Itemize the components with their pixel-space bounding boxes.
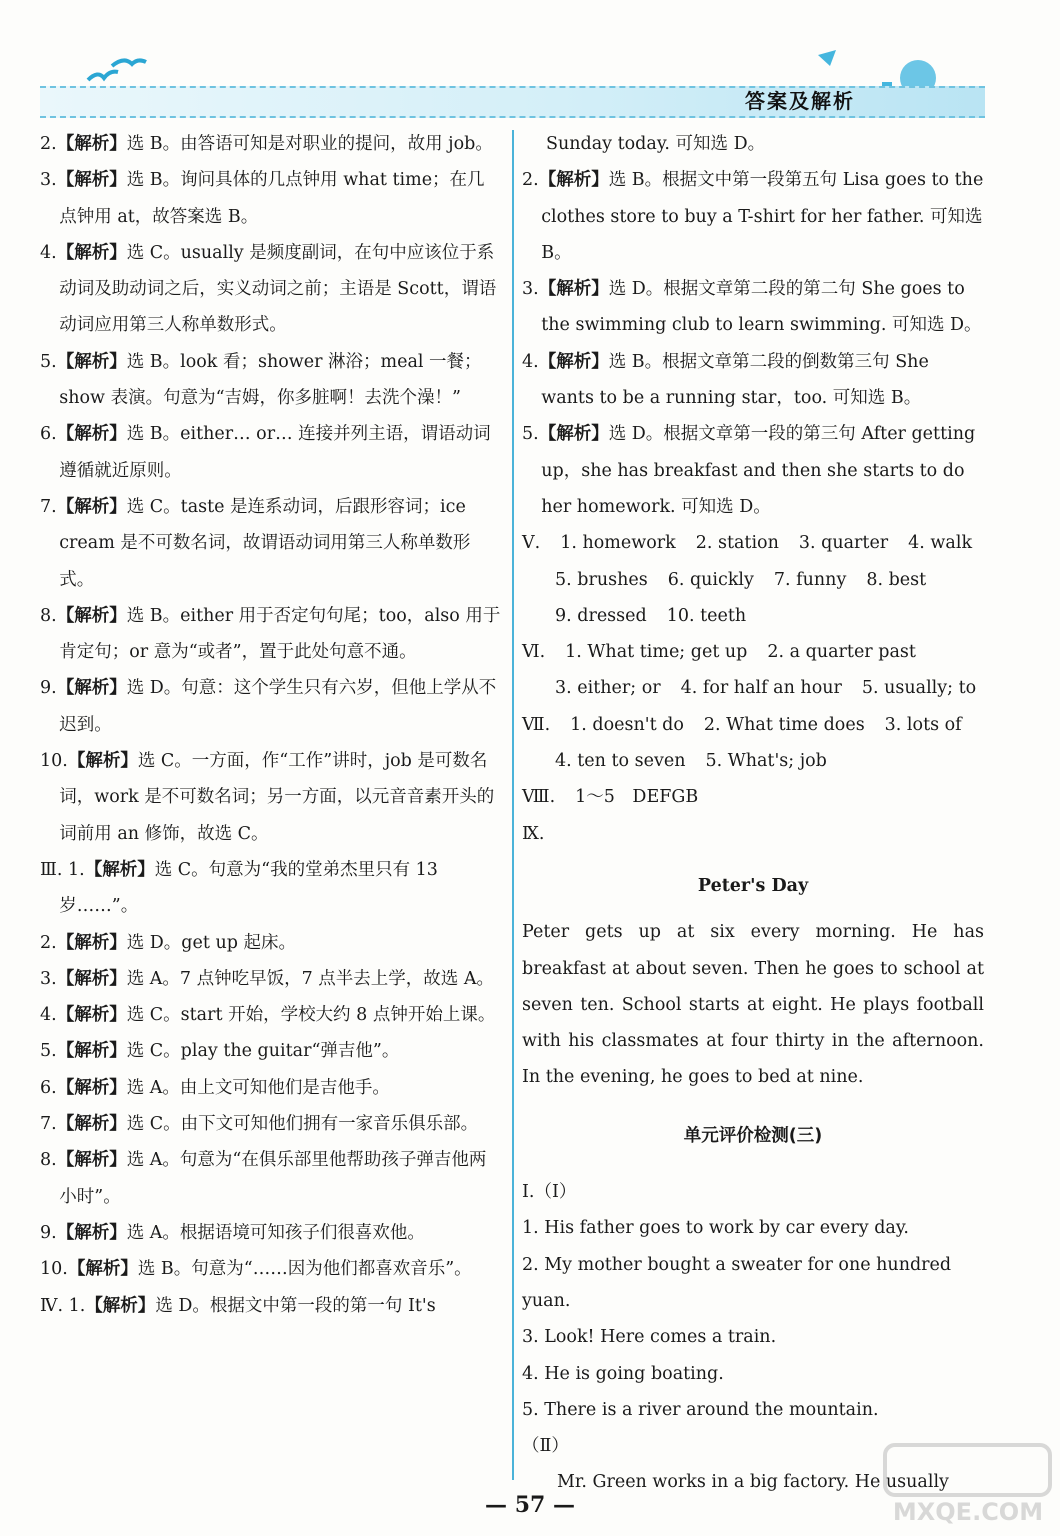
section-label: Ⅷ. [522, 787, 556, 808]
right-column [522, 126, 984, 1501]
answer-item [40, 598, 502, 671]
answer-text: 选 C。play the guitar“弹吉他”。 [126, 1041, 400, 1062]
section-vii [522, 707, 984, 780]
analysis-tag: 【解析】 [56, 1222, 127, 1243]
analysis-tag: 【解析】 [56, 1005, 127, 1026]
test-sentence: 4. He is going boating. [522, 1363, 724, 1384]
answer-number: 3. [40, 968, 57, 989]
analysis-tag: 【解析】 [56, 968, 127, 989]
answer-cell: 6. quickly [667, 569, 754, 590]
answer-number: 2. [40, 932, 57, 953]
answer-number: Ⅲ. 1. [40, 859, 85, 880]
answer-cell: 5. What's; job [705, 751, 827, 772]
answer-text: 选 D。句意：这个学生只有六岁，但他上学从不迟到。 [59, 678, 497, 735]
answer-item [40, 1215, 502, 1251]
section-vi [522, 634, 984, 707]
answer-row [522, 743, 984, 779]
answer-text: 选 D。根据文章第二段的第二句 She goes to the swimming club to learn swimming. 可知选 D。 [541, 279, 982, 336]
right-answer-list [522, 162, 984, 525]
test-sentence: 2. My mother bought a sweater for one hundred yuan. [522, 1254, 952, 1311]
analysis-tag: 【解析】 [538, 351, 609, 372]
left-column [40, 126, 502, 1324]
analysis-tag: 【解析】 [56, 932, 127, 953]
test-sentence-list [522, 1210, 984, 1428]
answer-item [522, 271, 984, 344]
answer-item [40, 344, 502, 417]
answer-text: 选 B。根据文章第二段的倒数第三句 She wants to be a running star，too. 可知选 B。 [541, 351, 929, 409]
analysis-tag: 【解析】 [538, 279, 609, 300]
answer-cell: 3. lots of [884, 714, 962, 735]
test-sentence: 5. There is a river around the mountain. [522, 1399, 879, 1420]
answer-number: 6. [40, 424, 57, 445]
analysis-tag: 【解析】 [56, 170, 127, 191]
answer-text: 选 B。由答语可知是对职业的提问，故用 job。 [126, 134, 493, 154]
test-sentence: 1. His father goes to work by car every day. [522, 1218, 909, 1239]
analysis-tag: 【解析】 [538, 424, 609, 445]
test-part2-label: （Ⅱ） [522, 1436, 569, 1457]
answer-text: 选 A。由上文可知他们是吉他手。 [126, 1077, 390, 1098]
answer-number: 3. [522, 279, 539, 300]
answer-text: 选 C。usually 是频度副词，在句中应该位于系动词及助动词之后，实义动词之前；主语是 Scott，谓语动词应用第三人称单数形式。 [59, 242, 497, 336]
answer-number: 4. [40, 1005, 57, 1026]
answer-number: 7. [40, 496, 57, 517]
answer-item [522, 344, 984, 417]
answer-number: Ⅳ. 1. [40, 1295, 86, 1316]
answer-number: 6. [40, 1077, 57, 1098]
answer-text: 选 C。taste 是连系动词，后跟形容词；ice cream 是不可数名词，故谓语动词用第三人称单数形式。 [59, 496, 471, 590]
test-part1-label: Ⅰ.（Ⅰ） [522, 1182, 577, 1203]
answer-item [40, 489, 502, 598]
answer-cell: 4. for half an hour [680, 678, 842, 699]
answer-number: 3. [40, 170, 57, 191]
section-label: Ⅵ. [522, 642, 546, 663]
answer-cell: 9. dressed [555, 605, 647, 626]
answer-cell: 5. brushes [555, 569, 648, 590]
answer-item [522, 162, 984, 271]
answer-text: 选 A。根据语境可知孩子们很喜欢他。 [126, 1222, 425, 1243]
answer-cell: 2. a quarter past [767, 642, 916, 663]
answer-cell: 4. ten to seven [555, 751, 686, 772]
section-viii [522, 779, 984, 815]
watermark-text: MXQE.COM [892, 1498, 1044, 1526]
answer-text: 选 B。either 用于否定句句尾；too，also 用于肯定句；or 意为“或者”，置于此处句意不通。 [59, 605, 501, 663]
analysis-tag: 【解析】 [67, 1259, 138, 1280]
column-divider [512, 130, 514, 1480]
answer-text: 选 C。句意为“我的堂弟杰里只有 13 岁……”。 [59, 859, 438, 917]
answer-row [522, 670, 984, 706]
answer-item [40, 126, 502, 162]
answer-item [40, 961, 502, 997]
answer-cell: 2. What time does [703, 714, 865, 735]
answer-row [522, 562, 984, 598]
answer-number: 5. [40, 351, 57, 372]
analysis-tag: 【解析】 [56, 496, 127, 517]
answer-item [40, 1288, 502, 1324]
answer-text: 选 D。get up 起床。 [126, 932, 296, 953]
answer-number: 10. [40, 751, 68, 772]
answer-number: 9. [40, 678, 57, 699]
answer-text: 选 A。句意为“在俱乐部里他帮助孩子弹吉他两小时”。 [59, 1150, 487, 1207]
answer-text: 选 C。start 开始，学校大约 8 点钟开始上课。 [126, 1005, 496, 1026]
analysis-tag: 【解析】 [56, 1077, 127, 1098]
analysis-tag: 【解析】 [56, 242, 127, 263]
continuation-text: Sunday today. 可知选 D。 [546, 134, 766, 154]
answer-item [40, 852, 502, 925]
bird-icon-2 [112, 60, 146, 66]
answer-cell: 1. What time; get up [565, 642, 748, 663]
analysis-tag: 【解析】 [56, 1150, 127, 1171]
answer-number: 8. [40, 605, 57, 626]
answer-cell: 8. best [866, 569, 927, 590]
answer-item [522, 416, 984, 525]
sail-icon [818, 50, 836, 66]
analysis-tag: 【解析】 [538, 170, 609, 191]
analysis-tag: 【解析】 [56, 1114, 127, 1135]
essay-title: Peter's Day [697, 875, 809, 896]
answer-cell: 1. homework [560, 533, 676, 554]
answer-item [40, 1106, 502, 1142]
page-number: — 57 — [485, 1492, 575, 1518]
answer-item [40, 1251, 502, 1287]
answer-number: 5. [40, 1041, 57, 1062]
answer-text: 选 C。一方面，作“工作”讲时，job 是可数名词，work 是不可数名词；另一方面，以元音音素开头的词前用 an 修饰，故选 C。 [59, 751, 495, 844]
answer-number: 8. [40, 1150, 57, 1171]
answer-row [522, 707, 984, 743]
analysis-tag: 【解析】 [56, 351, 127, 372]
section-label: Ⅸ. [522, 823, 545, 844]
answer-cell: 5. usually; to [861, 678, 977, 699]
answer-text: 选 B。句意为“……因为他们都喜欢音乐”。 [137, 1259, 472, 1280]
bird-icon [88, 72, 118, 80]
unit-title: 单元评价检测(三) [683, 1125, 823, 1146]
answer-number: 7. [40, 1114, 57, 1135]
section-label: Ⅴ. [522, 533, 541, 554]
answer-item [40, 743, 502, 852]
answer-text: 选 D。根据文章第一段的第三句 After getting up，she has breakfast and then she starts to do her homework. 可知选 D。 [541, 424, 976, 517]
answer-item [40, 162, 502, 235]
answer-number: 4. [40, 242, 57, 263]
section-ix [522, 816, 984, 852]
answer-text: 选 B。either… or… 连接并列主语，谓语动词遵循就近原则。 [59, 424, 491, 481]
answer-item [40, 416, 502, 489]
analysis-tag: 【解析】 [56, 134, 127, 154]
answer-cell: 7. funny [773, 569, 847, 590]
answer-item [40, 1142, 502, 1215]
section-v [522, 525, 984, 634]
answer-item [40, 235, 502, 344]
analysis-tag: 【解析】 [56, 424, 127, 445]
answer-text: 选 D。根据文中第一段的第一句 It's [155, 1295, 436, 1316]
answer-row [522, 598, 984, 634]
answer-text: 选 B。询问具体的几点钟用 what time；在几点钟用 at，故答案选 B。 [59, 170, 485, 227]
answer-cell: 3. quarter [798, 533, 889, 554]
answer-cell: 1. doesn't do [570, 714, 684, 735]
test-part2-text: Mr. Green works in a big factory. He usually [557, 1472, 949, 1493]
header-title: 答案及解析 [745, 89, 855, 113]
answer-text: 选 A。7 点钟吃早饭，7 点半去上学，故选 A。 [126, 968, 494, 989]
section-label: Ⅶ. [522, 714, 551, 735]
test-sentence: 3. Look! Here comes a train. [522, 1327, 777, 1348]
page-header [0, 0, 1060, 125]
analysis-tag: 【解析】 [56, 1041, 127, 1062]
answer-text: 选 C。由下文可知他们拥有一家音乐俱乐部。 [126, 1114, 479, 1135]
answer-number: 10. [40, 1259, 68, 1280]
answer-number: 2. [522, 170, 539, 191]
section-text: 1～5 DEFGB [575, 787, 699, 808]
analysis-tag: 【解析】 [84, 859, 155, 880]
answer-item [40, 670, 502, 743]
analysis-tag: 【解析】 [56, 605, 127, 626]
answer-row [522, 525, 984, 561]
answer-item [40, 1070, 502, 1106]
answer-text: 选 B。look 看；shower 淋浴；meal 一餐；show 表演。句意为“吉姆，你多脏啊！去洗个澡！” [59, 351, 482, 409]
answer-item [40, 925, 502, 961]
analysis-tag: 【解析】 [67, 751, 138, 772]
analysis-tag: 【解析】 [85, 1295, 156, 1316]
answer-number: 9. [40, 1222, 57, 1243]
answer-cell: 3. either; or [555, 678, 661, 699]
answer-text: 选 B。根据文中第一段第五句 Lisa goes to the clothes store to buy a T-shirt for her father. 可知选 B。 [541, 170, 984, 263]
answer-cell: 4. walk [908, 533, 973, 554]
analysis-tag: 【解析】 [56, 678, 127, 699]
essay-body: Peter gets up at six every morning. He has breakfast at about seven. Then he goes to school at seven ten. School starts at eight. He plays football with his classmates at four thirty in the afternoon. In the evening, he goes to bed at nine. [522, 922, 984, 1088]
answer-number: 4. [522, 351, 539, 372]
answer-number: 5. [522, 424, 539, 445]
answer-number: 2. [40, 134, 57, 154]
answer-row [522, 634, 984, 670]
answer-cell: 2. station [695, 533, 779, 554]
answer-item [40, 1033, 502, 1069]
answer-cell: 10. teeth [666, 605, 747, 626]
watermark-logo [880, 1440, 1055, 1530]
answer-item [40, 997, 502, 1033]
